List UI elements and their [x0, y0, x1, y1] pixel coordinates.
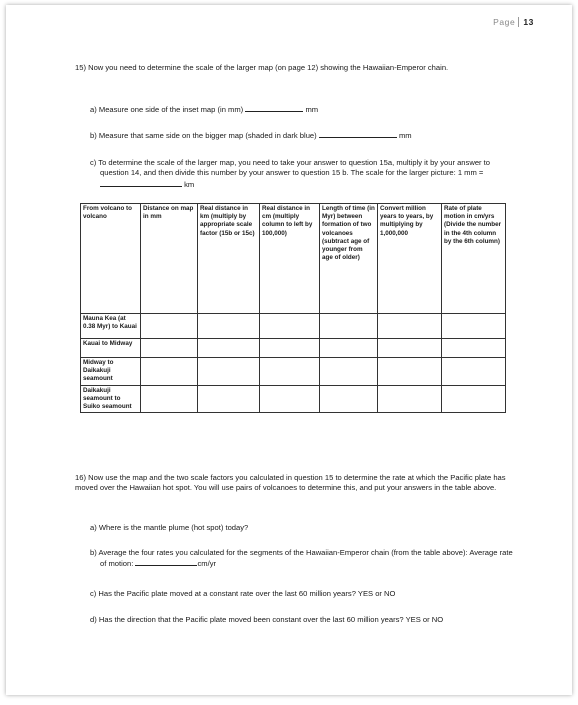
header-convert-years: Convert million years to years, by multiplying by 1,000,000	[378, 204, 442, 314]
row-label: Midway to Daikakuji seamount	[81, 358, 141, 386]
q16b-text: b) Average the four rates you calculated for the segments of the Hawaiian-Emperor chain (from the table above): Average rate of motion:	[90, 548, 513, 569]
q16b-answer-blank[interactable]	[135, 558, 197, 566]
table-cell[interactable]	[141, 314, 198, 339]
table-cell[interactable]	[141, 385, 198, 413]
q16-intro: 16) Now use the map and the two scale factors you calculated in question 15 to determine the rate at which the Pacific plate has moved over the Hawaiian hot spot. You will use pairs of volcanoes to determine this, and put your answers in the table above.	[75, 473, 506, 493]
page-label: Page	[493, 17, 516, 27]
table-cell[interactable]	[378, 385, 442, 413]
table-cell[interactable]	[320, 314, 378, 339]
header-map-distance: Distance on map in mm	[141, 204, 198, 314]
table-cell[interactable]	[378, 358, 442, 386]
q15c	[90, 158, 520, 190]
table-cell[interactable]	[442, 385, 506, 413]
header-real-distance-cm: Real distance in cm (multiply column to left by 100,000)	[260, 204, 320, 314]
table-cell[interactable]	[260, 314, 320, 339]
table-cell[interactable]	[141, 339, 198, 358]
table-cell[interactable]	[198, 385, 260, 413]
q15c-unit: km	[184, 179, 195, 189]
q15b	[90, 130, 540, 141]
q16b	[90, 548, 520, 570]
q16c: c) Has the Pacific plate moved at a constant rate over the last 60 million years? YES or NO	[90, 589, 396, 598]
page-header	[493, 17, 534, 27]
q15a-unit: mm	[305, 105, 319, 114]
header-real-distance-km: Real distance in km (multiply by appropriate scale factor (15b or 15c)	[198, 204, 260, 314]
q16d: d) Has the direction that the Pacific plate moved been constant over the last 60 million years? YES or NO	[90, 615, 444, 624]
q15-intro: 15) Now you need to determine the scale of the larger map (on page 12) showing the Hawaiian-Emperor chain.	[75, 63, 449, 72]
q16b-unit: cm/yr	[197, 559, 217, 569]
q15b-unit: mm	[398, 131, 412, 140]
table-cell[interactable]	[378, 314, 442, 339]
table-row	[81, 385, 506, 413]
table-row	[81, 314, 506, 339]
table-cell[interactable]	[320, 385, 378, 413]
q15a	[90, 104, 530, 115]
table-cell[interactable]	[442, 358, 506, 386]
table-cell[interactable]	[260, 358, 320, 386]
header-length-of-time: Length of time (in Myr) between formation of two volcanoes (subtract age of younger from age of older)	[320, 204, 378, 314]
q16a: a) Where is the mantle plume (hot spot) today?	[90, 523, 249, 532]
header-rate-of-motion: Rate of plate motion in cm/yrs (Divide the number in the 4th column by the 6th column)	[442, 204, 506, 314]
table-cell[interactable]	[260, 339, 320, 358]
row-label: Mauna Kea (at 0.38 Myr) to Kauai	[81, 314, 141, 339]
header-from-volcano: From volcano to volcano	[81, 204, 141, 314]
page-number: 13	[518, 17, 534, 27]
table-row	[81, 358, 506, 386]
q15c-text: c) To determine the scale of the larger map, you need to take your answer to question 15a, multiply it by your answer to question 14, and then divide this number by your answer to question 15 b. The scale for the larger picture: 1 mm =	[90, 158, 491, 178]
q15c-answer-blank[interactable]	[100, 179, 182, 187]
q15b-answer-blank[interactable]	[319, 130, 397, 138]
q15a-text: a) Measure one side of the inset map (in mm)	[90, 105, 244, 114]
worksheet-page	[6, 5, 572, 695]
q15a-answer-blank[interactable]	[245, 104, 303, 112]
table-row	[81, 339, 506, 358]
table-cell[interactable]	[141, 358, 198, 386]
q15b-text: b) Measure that same side on the bigger map (shaded in dark blue)	[90, 131, 317, 140]
scale-rate-table	[80, 203, 506, 413]
table-cell[interactable]	[260, 385, 320, 413]
table-cell[interactable]	[320, 339, 378, 358]
table-cell[interactable]	[320, 358, 378, 386]
row-label: Kauai to Midway	[81, 339, 141, 358]
table-cell[interactable]	[442, 314, 506, 339]
table-cell[interactable]	[442, 339, 506, 358]
table-cell[interactable]	[198, 314, 260, 339]
table-cell[interactable]	[198, 339, 260, 358]
table-cell[interactable]	[378, 339, 442, 358]
table-header-row	[81, 204, 506, 314]
row-label: Daikakuji seamount to Suiko seamount	[81, 385, 141, 413]
table-cell[interactable]	[198, 358, 260, 386]
